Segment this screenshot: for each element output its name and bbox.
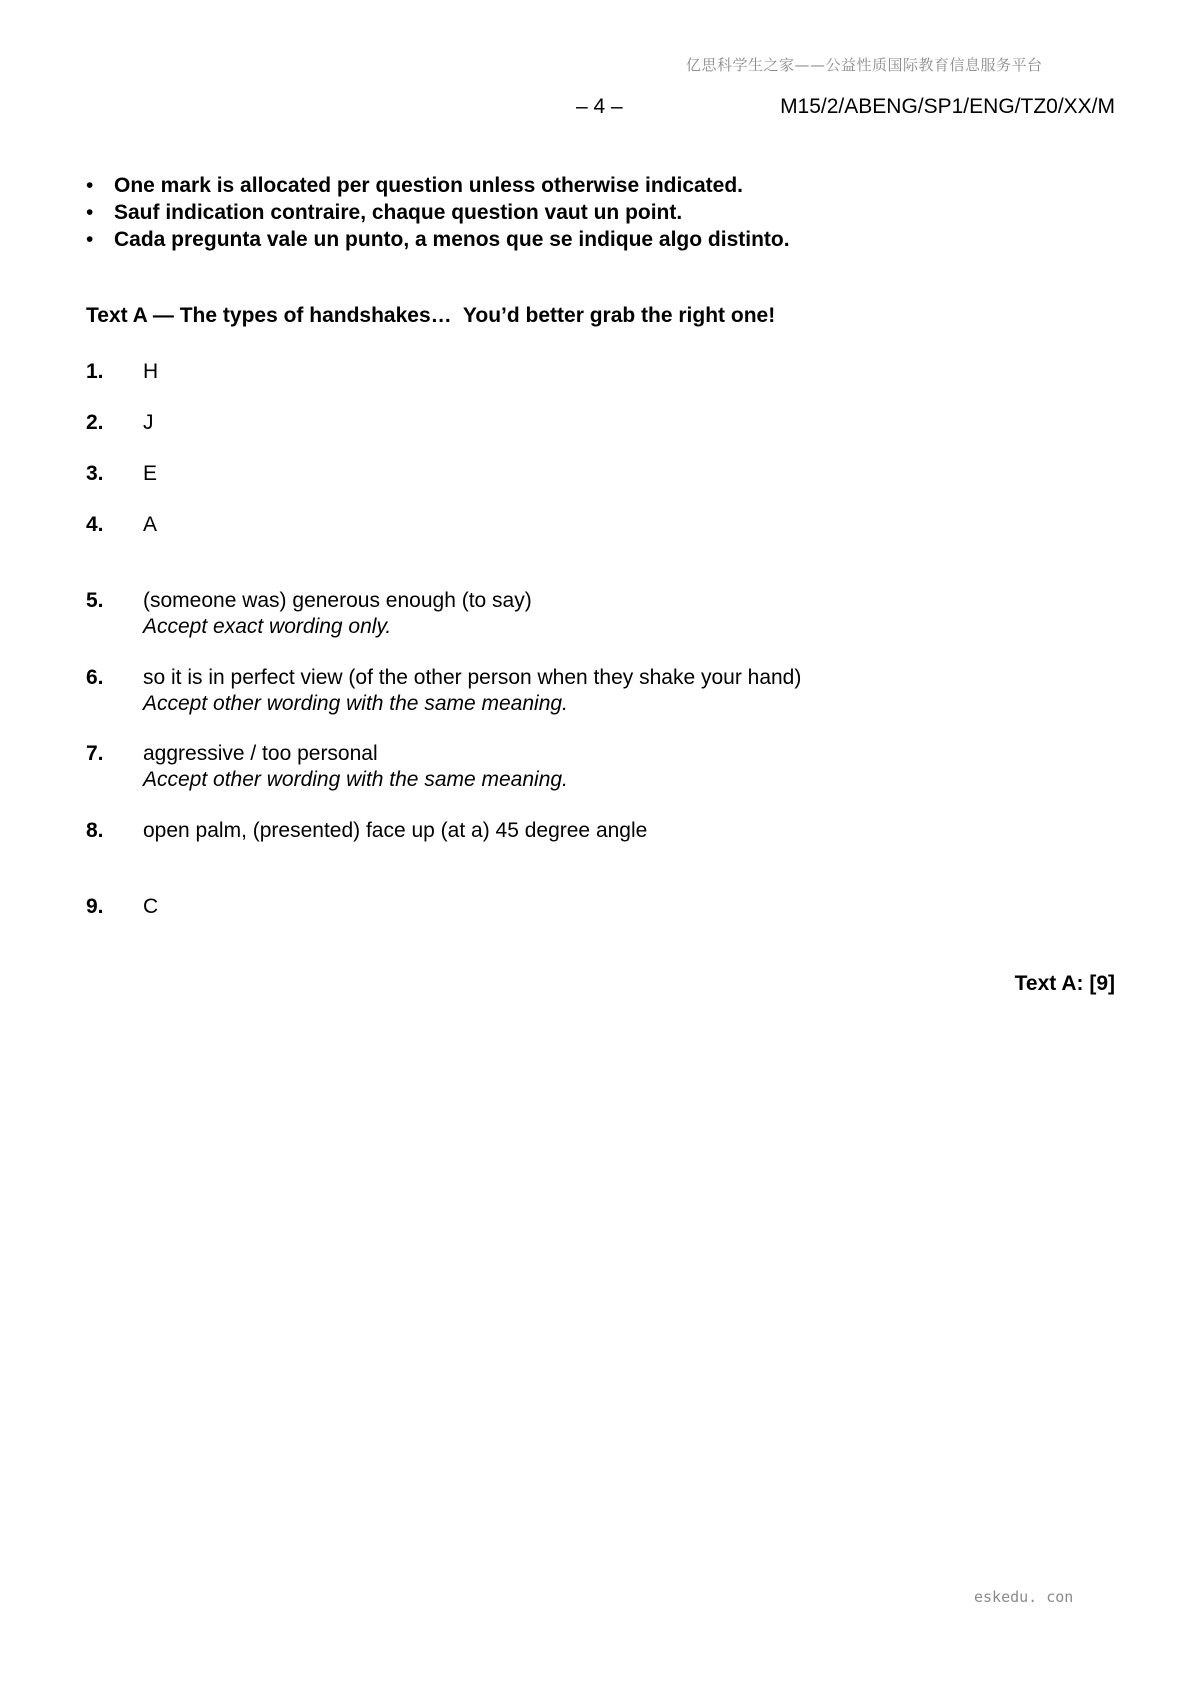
page-number: – 4 – <box>576 95 623 118</box>
question-number: 5. <box>86 589 104 612</box>
question-number: 7. <box>86 742 104 765</box>
question-answer-block <box>143 741 568 793</box>
question-answer: (someone was) generous enough (to say) <box>143 589 532 612</box>
question-number: 6. <box>86 666 104 689</box>
marking-note: Accept other wording with the same meaning. <box>143 692 568 715</box>
section-total: Text A: [9] <box>1014 972 1115 995</box>
document-code: M15/2/ABENG/SP1/ENG/TZ0/XX/M <box>780 95 1115 118</box>
section-title: Text A — The types of handshakes… You’d better grab the right one! <box>86 304 776 327</box>
question-answer: A <box>143 513 158 536</box>
question-answer-block <box>143 665 801 717</box>
bullet-icon: • <box>86 174 94 197</box>
marking-note: Accept other wording with the same meaning. <box>143 768 568 791</box>
question-answer: E <box>143 462 158 485</box>
watermark-top: 亿思科学生之家——公益性质国际教育信息服务平台 <box>686 56 1043 74</box>
marking-note: Accept exact wording only. <box>143 615 392 638</box>
question-answer-block <box>143 588 532 640</box>
question-number: 4. <box>86 513 104 536</box>
instructions-list <box>86 172 790 253</box>
question-number: 9. <box>86 895 104 918</box>
question-number: 2. <box>86 411 104 434</box>
question-answer: aggressive / too personal <box>143 742 378 765</box>
question-answer: H <box>143 360 159 383</box>
question-answer: so it is in perfect view (of the other person when they shake your hand) <box>143 666 802 689</box>
instruction-item: • One mark is allocated per question unless otherwise indicated. <box>86 174 744 197</box>
question-answer: J <box>143 411 154 434</box>
question-answer: open palm, (presented) face up (at a) 45 degree angle <box>143 819 648 842</box>
instruction-item: • Sauf indication contraire, chaque question vaut un point. <box>86 201 683 224</box>
instruction-item: • Cada pregunta vale un punto, a menos que se indique algo distinto. <box>86 228 790 251</box>
watermark-bottom: eskedu. con <box>974 1588 1074 1606</box>
bullet-icon: • <box>86 228 94 251</box>
question-number: 8. <box>86 819 104 842</box>
question-number: 3. <box>86 462 104 485</box>
question-answer: C <box>143 895 159 918</box>
question-number: 1. <box>86 360 104 383</box>
bullet-icon: • <box>86 201 94 224</box>
